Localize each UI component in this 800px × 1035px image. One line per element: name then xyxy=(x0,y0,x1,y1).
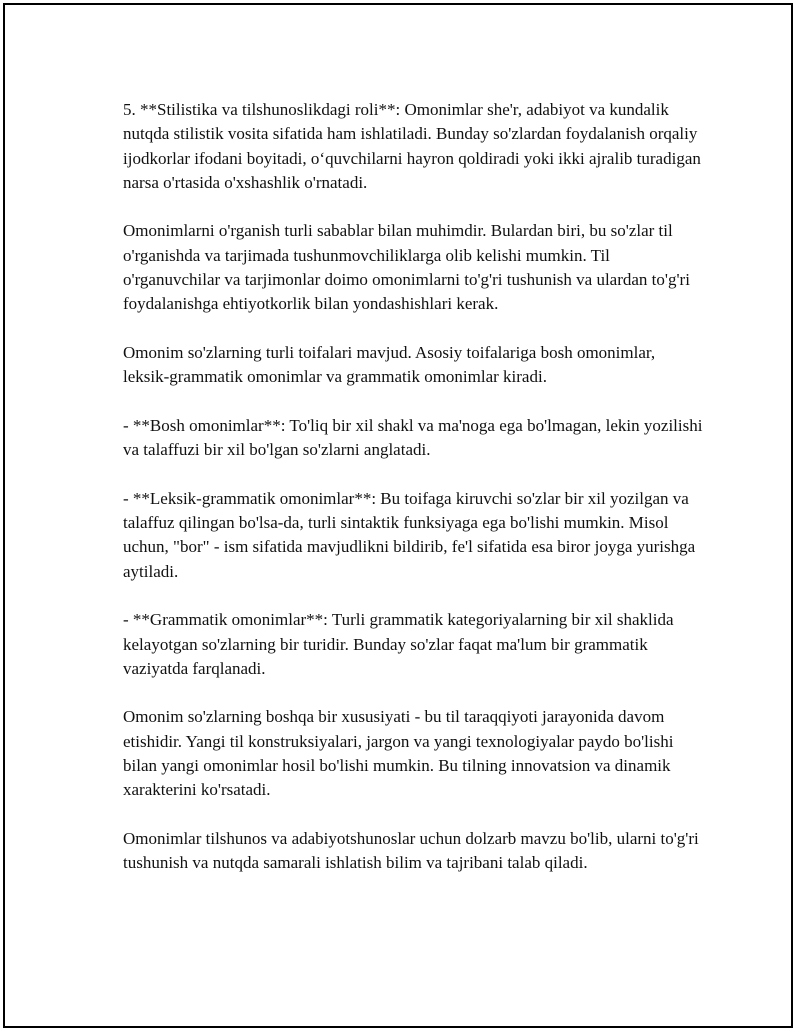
list-item-leksik-grammatik: - **Leksik-grammatik omonimlar**: Bu toifaga kiruvchi so'zlar bir xil yozilgan va talaffuz qilingan bo'lsa-da, turli sintaktik funksiyaga ega bo'lishi mumkin. Misol uchun, "bor" - ism sifatida mavjudlikni bildirib, fe'l sifatida esa biror joyga yurishga aytiladi. xyxy=(123,488,696,581)
page-frame xyxy=(3,3,793,1028)
list-item-grammatik: - **Grammatik omonimlar**: Turli grammatik kategoriyalarning bir xil shaklida kelayotgan so'zlarning bir turidir. Bunday so'zlar faqat ma'lum bir grammatik vaziyatda farqlanadi. xyxy=(123,610,674,678)
paragraph-importance: Omonimlarni o'rganish turli sabablar bilan muhimdir. Bulardan biri, bu so'zlar til o'rganishda va tarjimada tushunmovchiliklarga olib kelishi mumkin. Til o'rganuvchilar va tarjimonlar doimo omonimlarni to'g'ri tushunish va ulardan to'g'ri foydalanishga ehtiyotkorlik bilan yondashishlari kerak. xyxy=(123,221,690,314)
list-item-bosh-omonimlar: - **Bosh omonimlar**: To'liq bir xil shakl va ma'noga ega bo'lmagan, lekin yozilishi va talaffuzi bir xil bo'lgan so'zlarni anglatadi. xyxy=(123,415,703,460)
paragraph-evolution: Omonim so'zlarning boshqa bir xususiyati - bu til taraqqiyoti jarayonida davom etishidir. Yangi til konstruksiyalari, jargon va yangi texnologiyalar paydo bo'lishi bilan yangi omonimlar hosil bo'lishi mumkin. Bu tilning innovatsion va dinamik xarakterini ko'rsatadi. xyxy=(123,707,674,800)
document-body xyxy=(123,98,703,900)
paragraph-stylistics-role: 5. **Stilistika va tilshunoslikdagi roli**: Omonimlar she'r, adabiyot va kundalik nutqda stilistik vosita sifatida ham ishlatiladi. Bunday so'zlardan foydalanish orqaliy ijodkorlar ifodani boyitadi, o‘quvchilarni hayron qoldiradi yoki ikki ajralib turadigan narsa o'rtasida o'xshashlik o'rnatadi. xyxy=(123,100,701,192)
paragraph-conclusion: Omonimlar tilshunos va adabiyotshunoslar uchun dolzarb mavzu bo'lib, ularni to'g'ri tushunish va nutqda samarali ishlatish bilim va tajribani talab qiladi. xyxy=(123,828,699,873)
paragraph-categories: Omonim so'zlarning turli toifalari mavjud. Asosiy toifalariga bosh omonimlar, leksik-grammatik omonimlar va grammatik omonimlar kiradi. xyxy=(123,342,656,387)
